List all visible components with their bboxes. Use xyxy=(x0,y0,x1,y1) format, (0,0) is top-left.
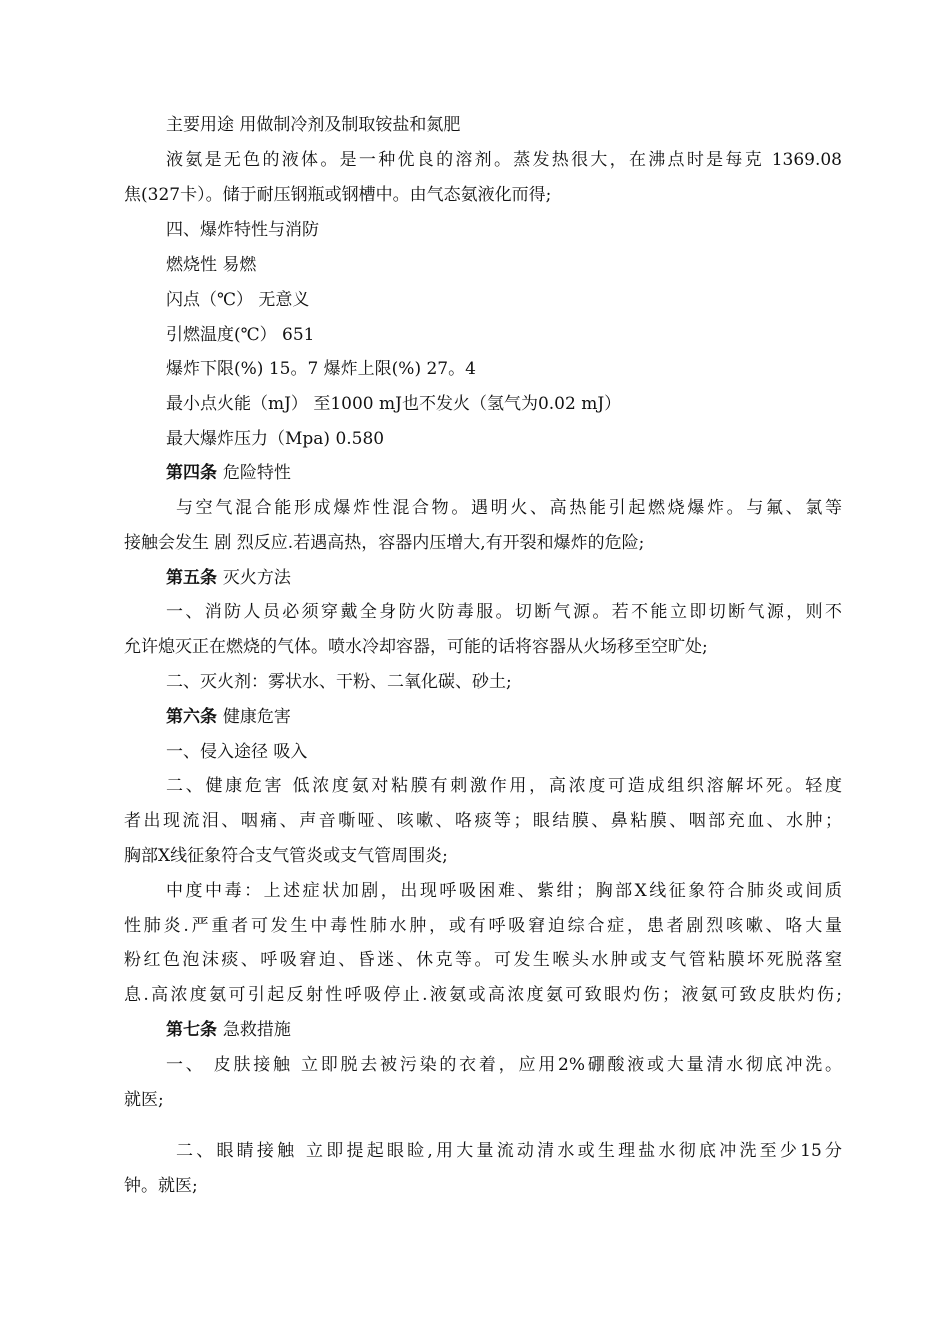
text-line: 与空气混合能形成爆炸性混合物。遇明火、高热能引起燃烧爆炸。与氟、氯等 xyxy=(176,498,842,518)
text-line: 引燃温度(℃） 651 xyxy=(166,325,315,345)
text-line: 就医; xyxy=(124,1090,164,1110)
text-line: 接触会发生 剧 烈反应.若遇高热，容器内压增大,有开裂和爆炸的危险; xyxy=(124,533,645,553)
text-line: 胸部X线征象符合支气管炎或支气管周围炎; xyxy=(124,846,448,866)
article-title: 危险特性 xyxy=(222,463,291,483)
article-number: 第七条 xyxy=(166,1020,217,1040)
text-line: 燃烧性 易燃 xyxy=(166,255,257,275)
article-heading xyxy=(166,566,291,590)
text-line: 主要用途 用做制冷剂及制取铵盐和氮肥 xyxy=(166,115,461,135)
article-number: 第六条 xyxy=(166,707,217,727)
text-line: 一、 皮肤接触 立即脱去被污染的衣着，应用2%硼酸液或大量清水彻底冲洗。 xyxy=(166,1055,842,1075)
text-line: 二、眼睛接触 立即提起眼睑,用大量流动清水或生理盐水彻底冲洗至少15分 xyxy=(176,1141,842,1161)
text-line: 粉红色泡沫痰、呼吸窘迫、昏迷、休克等。可发生喉头水肿或支气管粘膜坏死脱落窒 xyxy=(124,950,842,970)
text-line: 爆炸下限(%) 15。7 爆炸上限(%) 27。4 xyxy=(166,359,476,379)
text-line: 中度中毒：上述症状加剧，出现呼吸困难、紫绀；胸部X线征象符合肺炎或间质 xyxy=(166,881,842,901)
article-title: 健康危害 xyxy=(222,707,291,727)
text-line: 最大爆炸压力（Mpa) 0.580 xyxy=(166,429,385,449)
article-heading xyxy=(166,461,291,485)
article-heading xyxy=(166,1018,291,1042)
section-title: 四、爆炸特性与消防 xyxy=(166,220,319,240)
text-line: 一、消防人员必须穿戴全身防火防毒服。切断气源。若不能立即切断气源，则不 xyxy=(166,602,842,622)
text-line: 一、侵入途径 吸入 xyxy=(166,742,308,762)
text-line: 最小点火能（mJ） 至1000 mJ也不发火（氢气为0.02 mJ） xyxy=(166,394,622,414)
text-line: 者出现流泪、咽痛、声音嘶哑、咳嗽、咯痰等；眼结膜、鼻粘膜、咽部充血、水肿； xyxy=(124,811,842,831)
text-line: 息.高浓度氨可引起反射性呼吸停止.液氨或高浓度氨可致眼灼伤；液氨可致皮肤灼伤; xyxy=(124,985,842,1005)
text-line: 二、灭火剂：雾状水、干粉、二氧化碳、砂土; xyxy=(166,672,512,692)
text-line: 性肺炎.严重者可发生中毒性肺水肿，或有呼吸窘迫综合症，患者剧烈咳嗽、咯大量 xyxy=(124,916,842,936)
text-line: 闪点（℃） 无意义 xyxy=(166,290,310,310)
article-title: 灭火方法 xyxy=(222,568,291,588)
text-line: 焦(327卡）。储于耐压钢瓶或钢槽中。由气态氨液化而得; xyxy=(124,185,552,205)
text-line: 二、健康危害 低浓度氨对粘膜有刺激作用，高浓度可造成组织溶解坏死。轻度 xyxy=(166,776,842,796)
article-title: 急救措施 xyxy=(222,1020,291,1040)
article-number: 第五条 xyxy=(166,568,217,588)
article-number: 第四条 xyxy=(166,463,217,483)
article-heading xyxy=(166,705,291,729)
text-line: 钟。就医; xyxy=(124,1176,198,1196)
text-line: 允许熄灭正在燃烧的气体。喷水冷却容器，可能的话将容器从火场移至空旷处; xyxy=(124,637,708,657)
text-line: 液氨是无色的液体。是一种优良的溶剂。蒸发热很大，在沸点时是每克 1369.08 xyxy=(166,150,842,170)
